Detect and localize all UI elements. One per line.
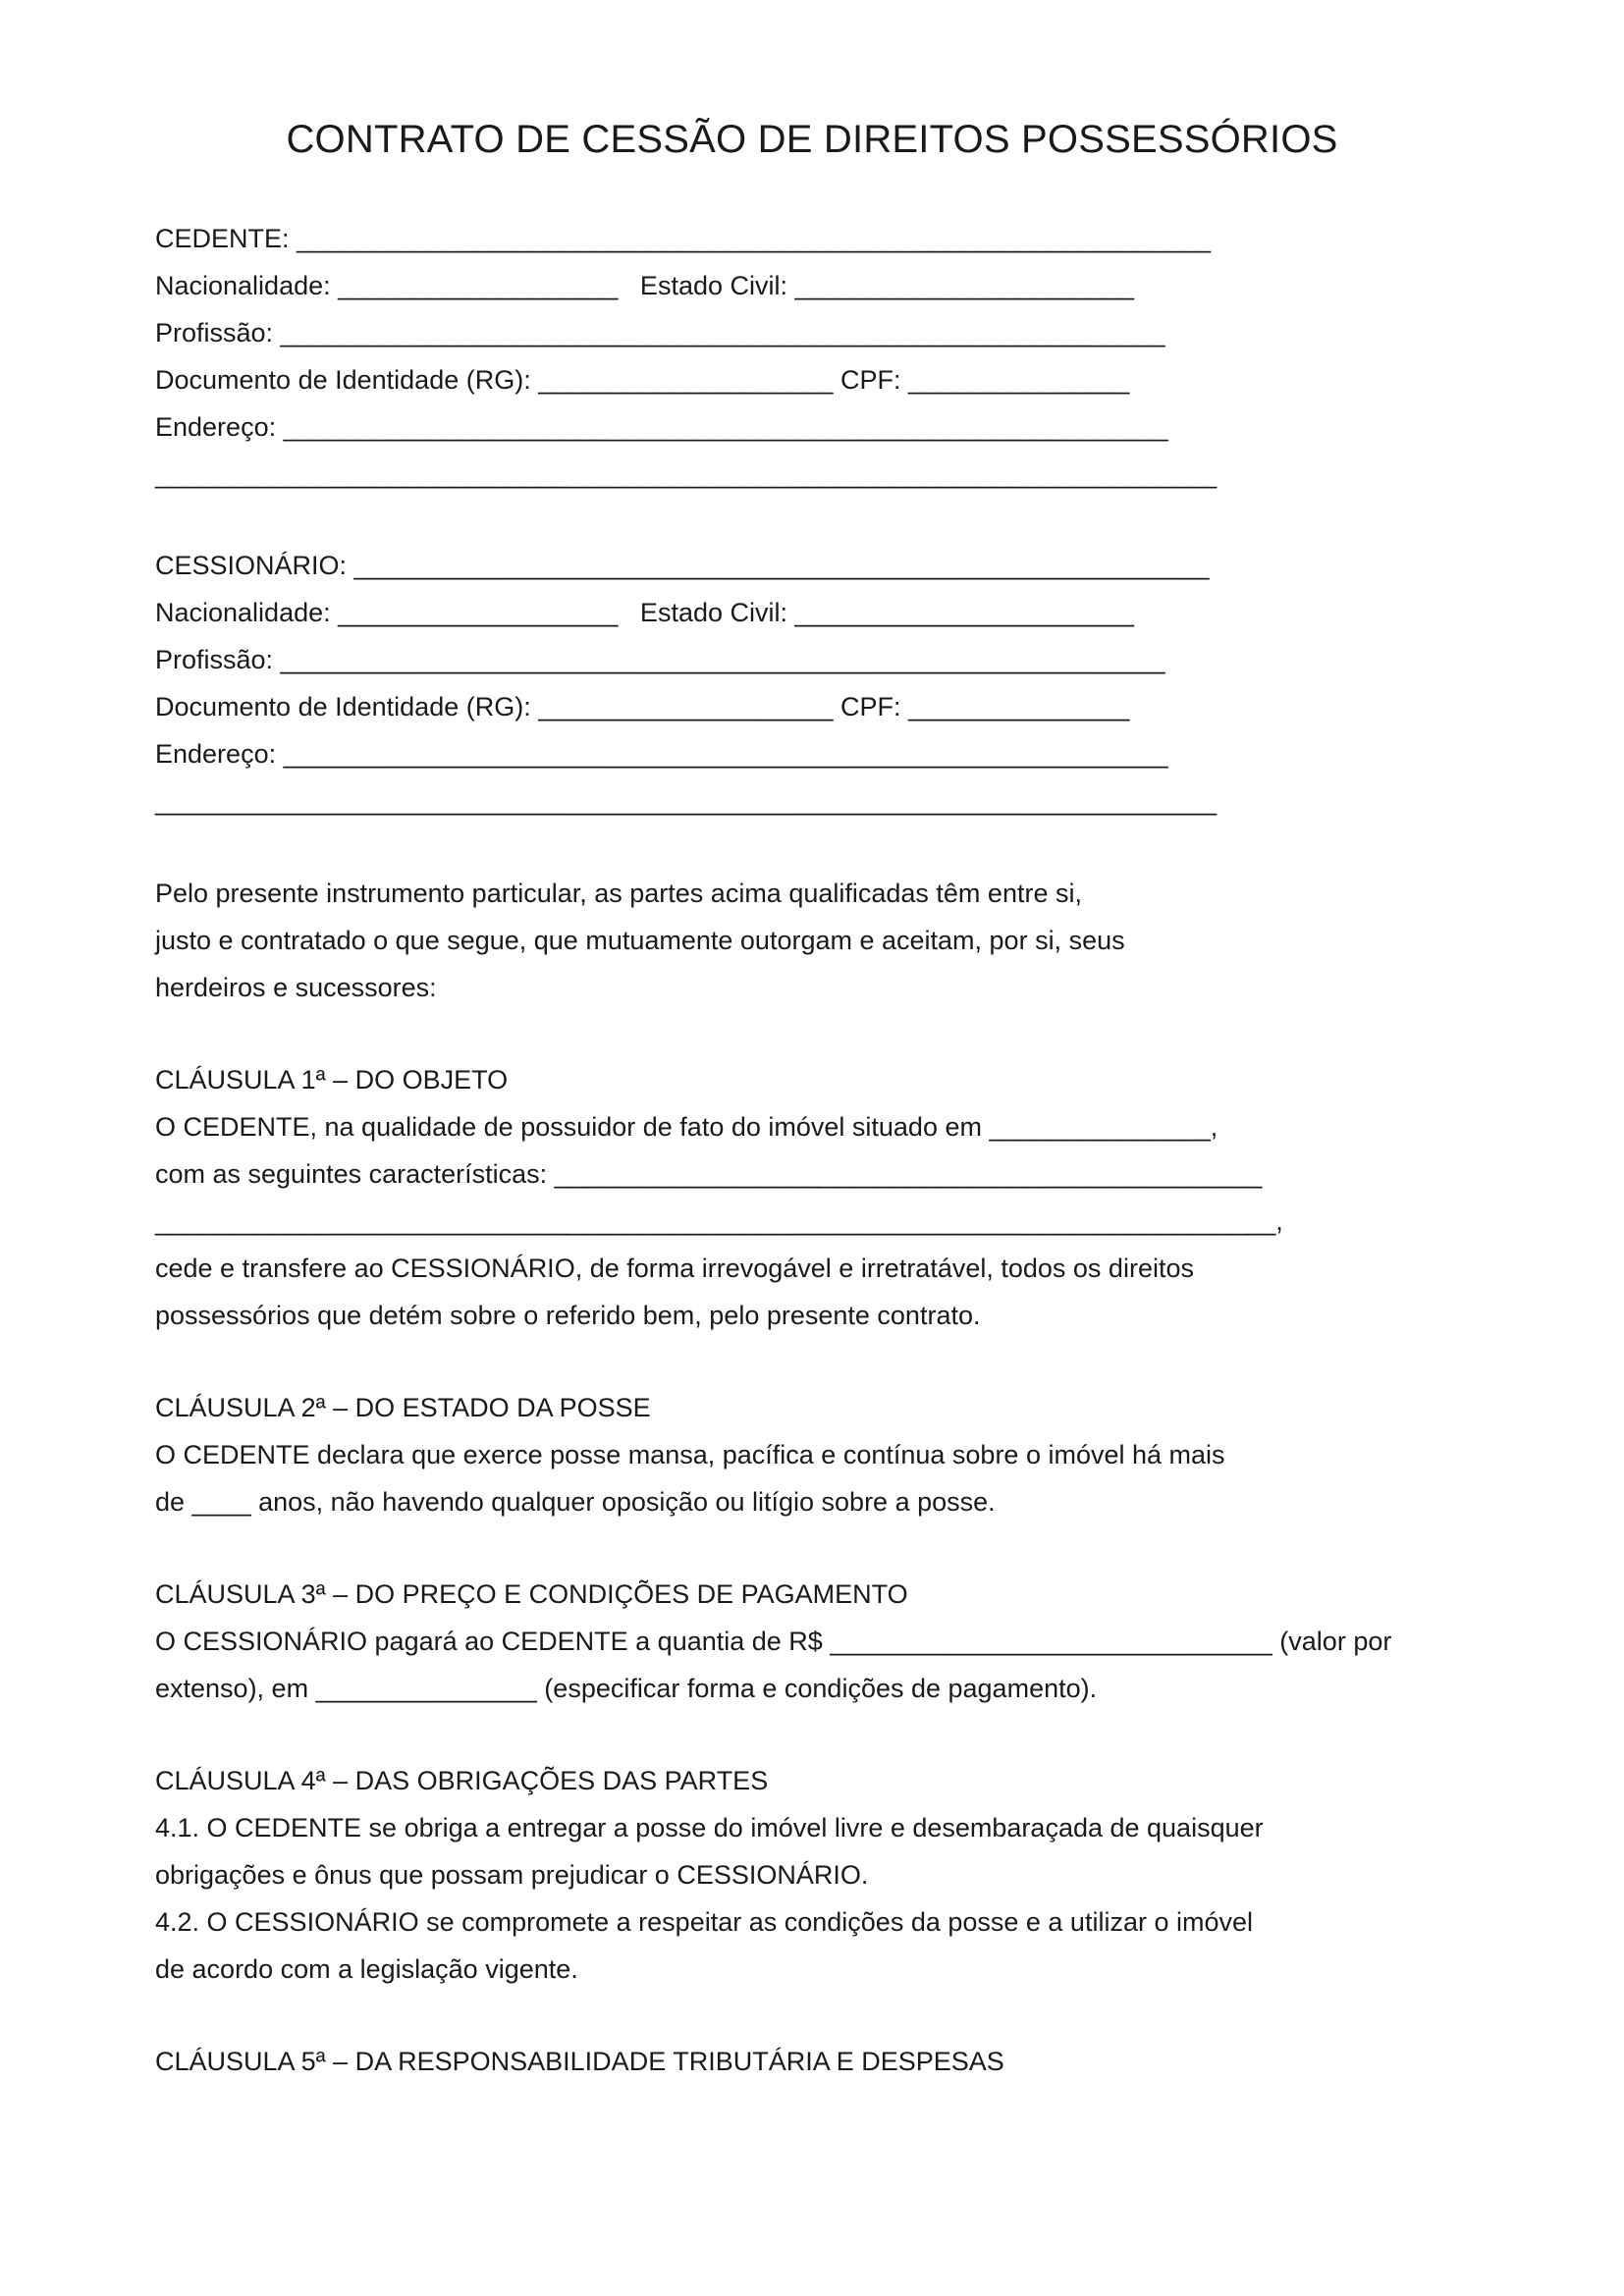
clause-2-heading: CLÁUSULA 2ª – DO ESTADO DA POSSE [155,1393,651,1422]
clause-3-line: extenso), em _______________ (especificar forma e condições de pagamento). [155,1674,1098,1703]
clause-1-line: com as seguintes características: ________________________________________________ [155,1159,1263,1189]
cedente-address-field: Endereço: ____________________________________________________________ [155,412,1168,442]
clause-1-line: O CEDENTE, na qualidade de possuidor de fato do imóvel situado em _______________, [155,1112,1218,1142]
cedente-name-field: CEDENTE: ______________________________________________________________ [155,224,1212,253]
document-title: CONTRATO DE CESSÃO DE DIREITOS POSSESSÓRIOS [286,118,1338,161]
cedente-id-cpf-field: Documento de Identidade (RG): ____________________ CPF: _______________ [155,365,1130,395]
clause-3-heading: CLÁUSULA 3ª – DO PREÇO E CONDIÇÕES DE PAGAMENTO [155,1579,908,1609]
intro-line: herdeiros e sucessores: [155,973,437,1002]
cedente-nationality-civil-field: Nacionalidade: ___________________ Estado Civil: _______________________ [155,271,1134,300]
cessionario-nationality-civil-field: Nacionalidade: ___________________ Estado Civil: _______________________ [155,598,1134,627]
clause-1-heading: CLÁUSULA 1ª – DO OBJETO [155,1065,509,1095]
clause-4-line: obrigações e ônus que possam prejudicar o CESSIONÁRIO. [155,1860,869,1890]
clause-1-line: cede e transfere ao CESSIONÁRIO, de forma irrevogável e irretratável, todos os direitos [155,1254,1194,1283]
clause-1-line: ____________________________________________________________________________, [155,1206,1283,1236]
clause-1-line: possessórios que detém sobre o referido bem, pelo presente contrato. [155,1301,981,1330]
clause-3-line: O CESSIONÁRIO pagará ao CEDENTE a quantia de R$ ______________________________ (valor por [155,1627,1392,1656]
clause-4-line: 4.2. O CESSIONÁRIO se compromete a respeitar as condições da posse e a utilizar o imóvel [155,1907,1253,1937]
clause-4-heading: CLÁUSULA 4ª – DAS OBRIGAÇÕES DAS PARTES [155,1766,769,1795]
cedente-address-continuation: ________________________________________________________________________ [155,459,1218,489]
clause-2-line: O CEDENTE declara que exerce posse mansa, pacífica e contínua sobre o imóvel há mais [155,1440,1225,1469]
clause-4-line: de acordo com a legislação vigente. [155,1954,578,1984]
clause-2-line: de ____ anos, não havendo qualquer oposição ou litígio sobre a posse. [155,1487,996,1517]
cessionario-address-field: Endereço: ____________________________________________________________ [155,739,1168,769]
cessionario-name-field: CESSIONÁRIO: __________________________________________________________ [155,551,1210,580]
cessionario-address-continuation: ________________________________________________________________________ [155,786,1218,816]
clause-5-heading: CLÁUSULA 5ª – DA RESPONSABILIDADE TRIBUTÁRIA E DESPESAS [155,2047,1004,2076]
clause-4-line: 4.1. O CEDENTE se obriga a entregar a posse do imóvel livre e desembaraçada de quaisquer [155,1813,1264,1842]
cessionario-profession-field: Profissão: ____________________________________________________________ [155,645,1165,674]
cessionario-id-cpf-field: Documento de Identidade (RG): ____________________ CPF: _______________ [155,692,1130,721]
intro-line: Pelo presente instrumento particular, as partes acima qualificadas têm entre si, [155,879,1082,908]
intro-line: justo e contratado o que segue, que mutuamente outorgam e aceitam, por si, seus [155,926,1125,955]
cedente-profession-field: Profissão: ____________________________________________________________ [155,318,1165,347]
